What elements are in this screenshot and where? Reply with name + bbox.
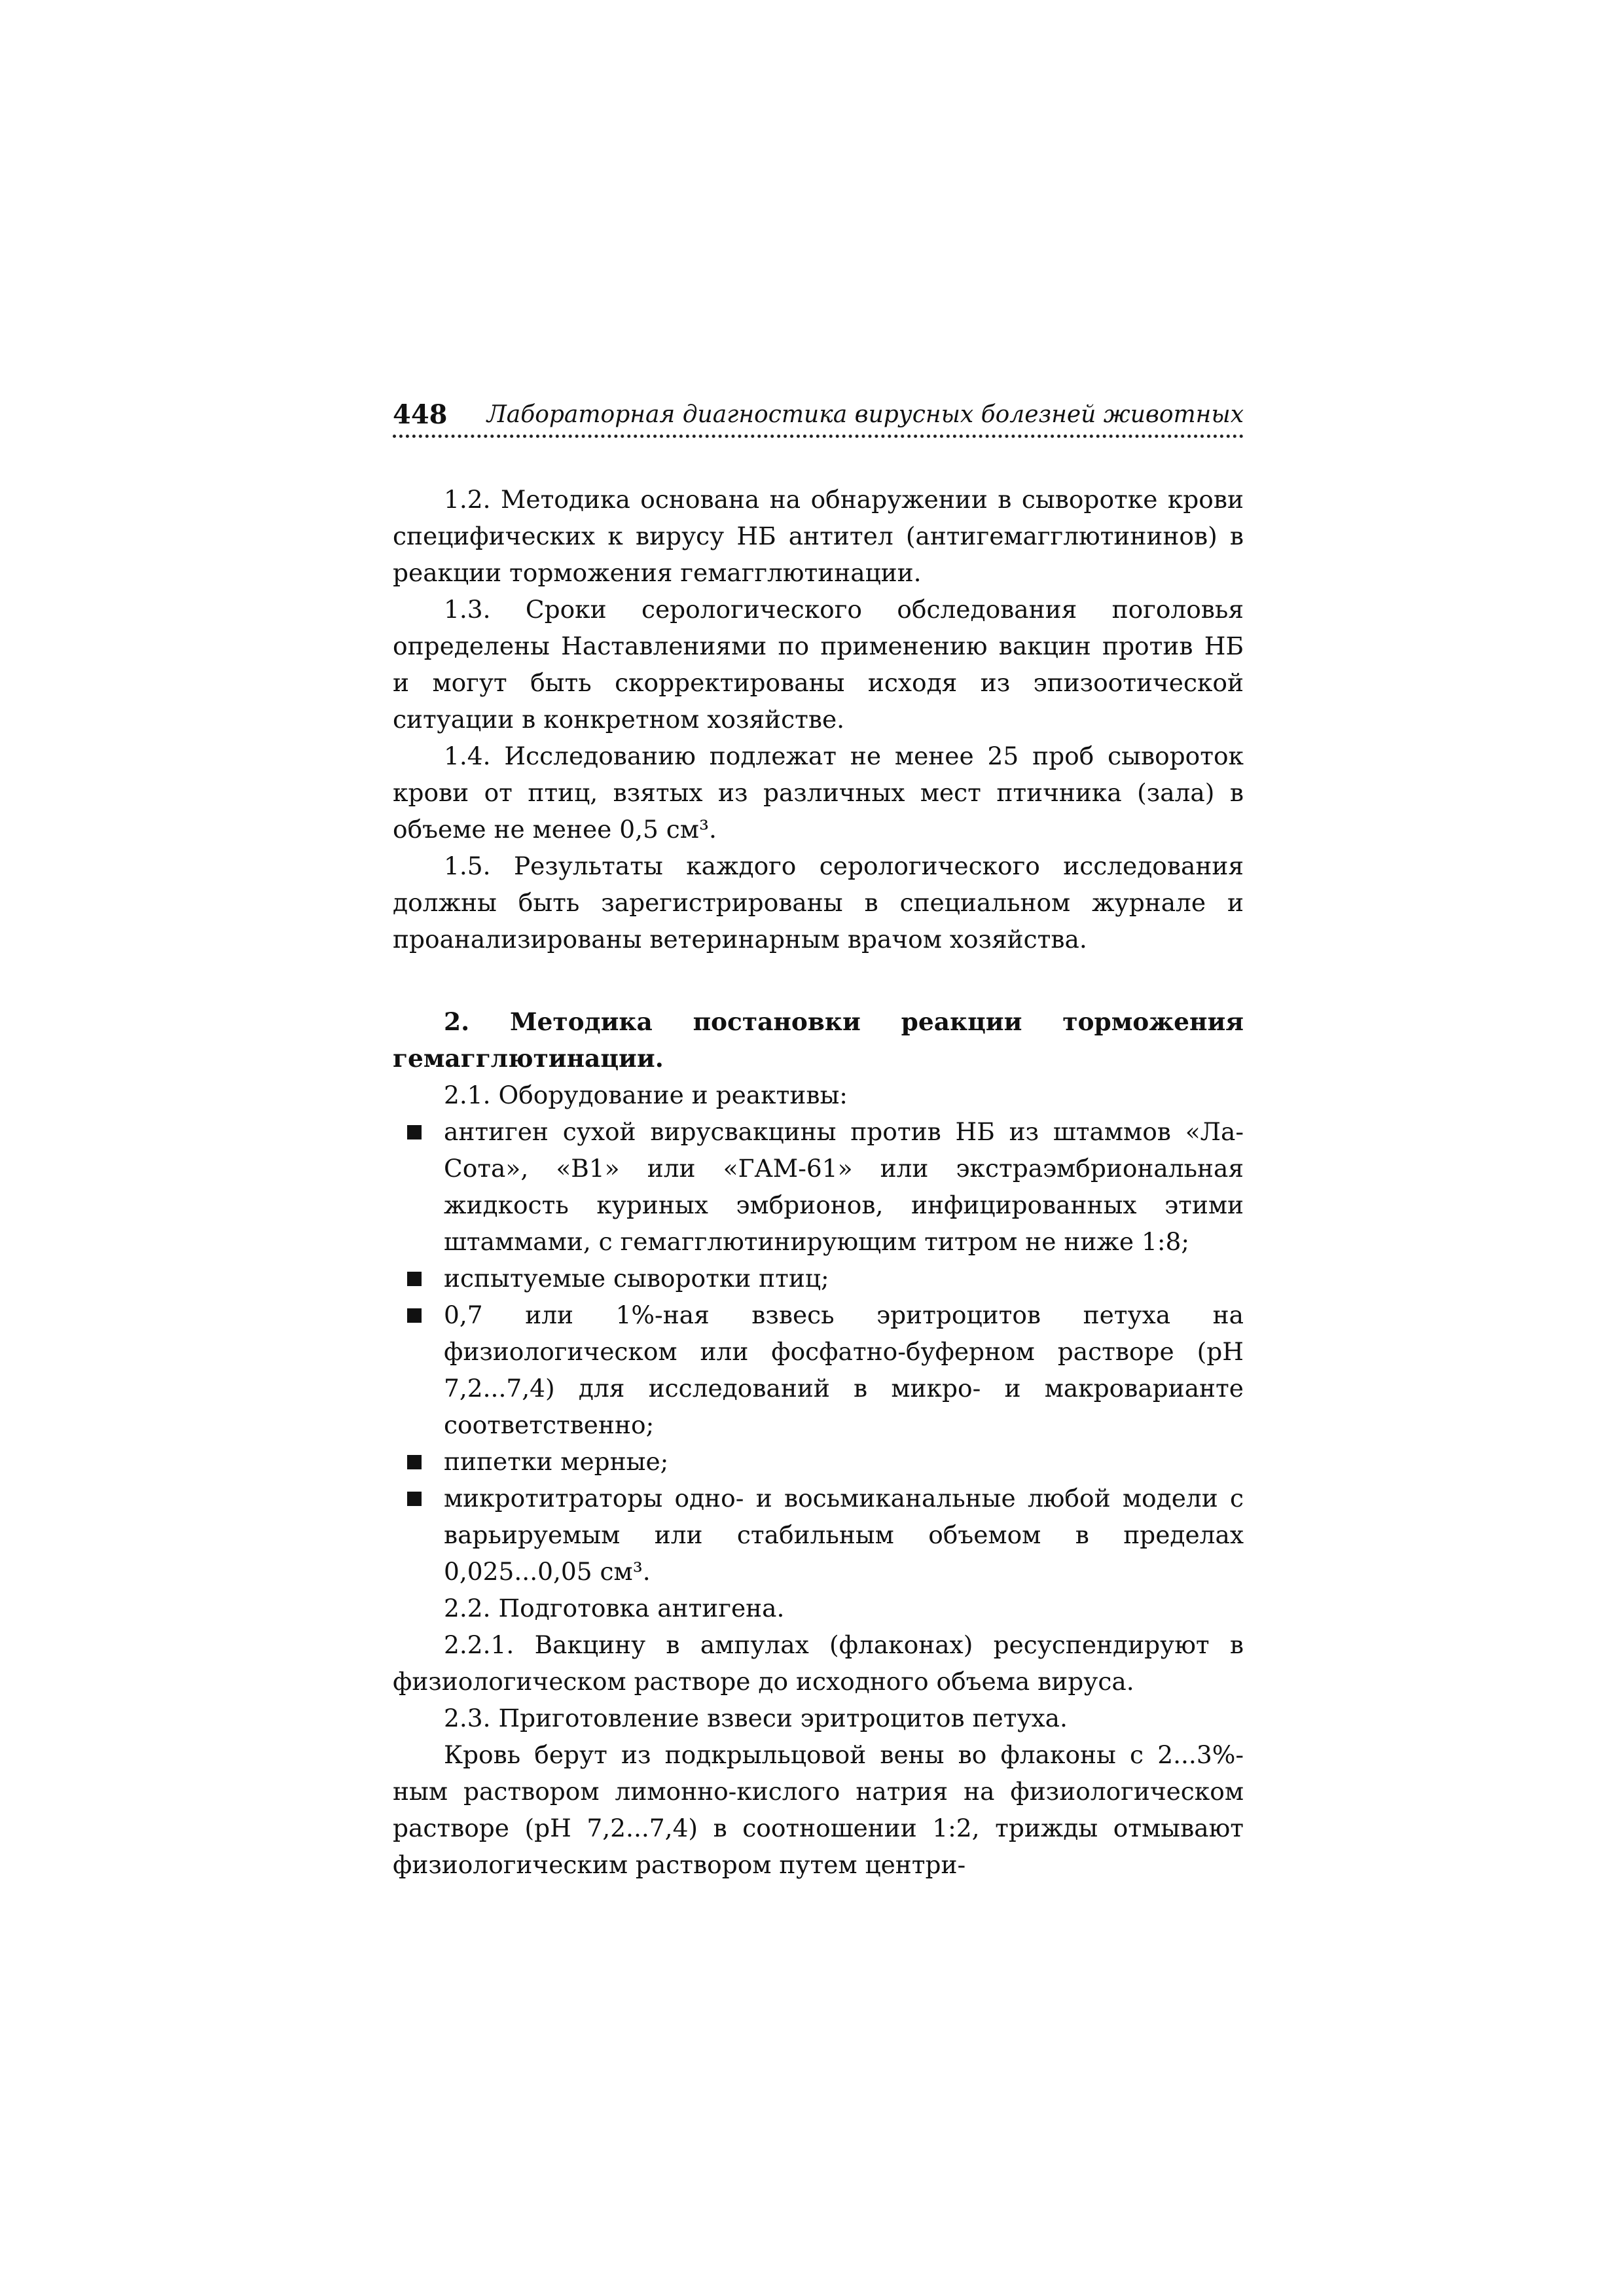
section-heading-2: 2. Методика постановки реакции торможения гемагглютинации.	[393, 1007, 1244, 1073]
subsection-2-3: 2.3. Приготовление взвеси эритроцитов петуха.	[444, 1704, 1068, 1732]
square-bullet-icon	[407, 1125, 422, 1139]
paragraph-1-4: 1.4. Исследованию подлежат не менее 25 проб сывороток крови от птиц, взятых из различных мест птичника (зала) в объеме не менее 0,5 см³.	[393, 742, 1244, 844]
list-item	[444, 1480, 1244, 1590]
body-text	[393, 481, 1244, 1883]
paragraph-1-2: 1.2. Методика основана на обнаружении в сыворотке крови специфических к вирусу НБ антител (антигемагглютининов) в реакции торможения гемагглютинации.	[393, 485, 1244, 587]
subsection-2-1: 2.1. Оборудование и реактивы:	[444, 1081, 848, 1109]
square-bullet-icon	[407, 1308, 422, 1323]
equipment-list	[393, 1113, 1244, 1590]
paragraph-2-2-1: 2.2.1. Вакцину в ампулах (флаконах) ресуспендируют в физиологическом растворе до исходного объема вируса.	[393, 1630, 1244, 1696]
page-number: 448	[393, 399, 448, 430]
list-item-text: микротитраторы одно- и восьмиканальные любой модели с варьируемым или стабильным объемом в пределах 0,025...0,05 см³.	[444, 1484, 1244, 1586]
square-bullet-icon	[407, 1455, 422, 1469]
paragraph-1-5: 1.5. Результаты каждого серологического исследования должны быть зарегистрированы в специальном журнале и проанализированы ветеринарным врачом хозяйства.	[393, 852, 1244, 954]
paragraph-1-3: 1.3. Сроки серологического обследования поголовья определены Наставлениями по применению вакцин против НБ и могут быть скорректированы исходя из эпизоотической ситуации в конкретном хозяйстве.	[393, 595, 1244, 734]
list-item-text: пипетки мерные;	[444, 1447, 669, 1476]
list-item-text: 0,7 или 1%-ная взвесь эритроцитов петуха на физиологическом или фосфатно-буферном растворе (рН 7,2...7,4) для исследований в микро- и макроварианте соответственно;	[444, 1300, 1244, 1439]
list-item	[444, 1443, 1244, 1480]
header-rule	[393, 435, 1244, 438]
subsection-2-2: 2.2. Подготовка антигена.	[444, 1594, 785, 1623]
paragraph-blood-collection: Кровь берут из подкрыльцовой вены во флаконы с 2...3%-ным раствором лимонно-кислого натрия на физиологическом растворе (рН 7,2...7,4) в соотношении 1:2, трижды отмывают физиологическим раствором путем центри-	[393, 1740, 1244, 1879]
list-item-text: антиген сухой вирусвакцины против НБ из штаммов «Ла-Сота», «В1» или «ГАМ-61» или экстраэмбриональная жидкость куриных эмбрионов, инфицированных этими штаммами, с гемагглютинирующим титром не ниже 1:8;	[444, 1117, 1244, 1256]
list-item	[444, 1260, 1244, 1297]
page-header	[393, 398, 1244, 439]
list-item-text: испытуемые сыворотки птиц;	[444, 1264, 829, 1293]
square-bullet-icon	[407, 1492, 422, 1506]
running-title: Лабораторная диагностика вирусных болезней животных	[486, 401, 1244, 428]
list-item	[444, 1113, 1244, 1260]
list-item	[444, 1297, 1244, 1443]
square-bullet-icon	[407, 1272, 422, 1286]
